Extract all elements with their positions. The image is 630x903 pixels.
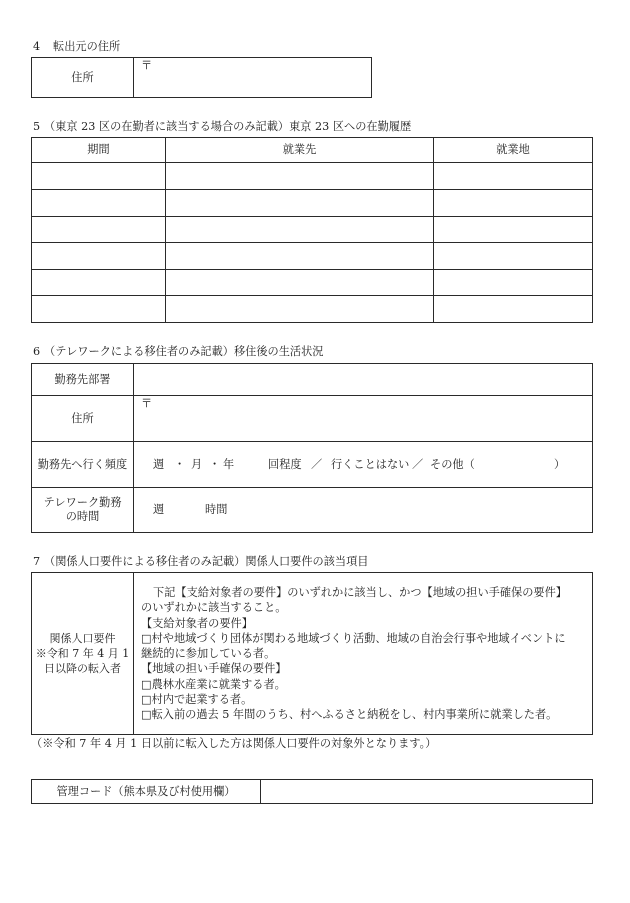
related-population-label xyxy=(32,573,134,735)
frequency-slash: ／ xyxy=(412,457,424,471)
frequency-separator: ・ xyxy=(174,457,186,471)
employer-cell[interactable] xyxy=(166,190,434,217)
management-code-field[interactable] xyxy=(261,780,593,804)
period-cell[interactable] xyxy=(32,163,166,190)
section-5-number: 5 xyxy=(33,120,41,133)
table-row xyxy=(32,163,593,190)
section-4-number: 4 xyxy=(33,40,41,53)
frequency-label: 勤務先へ行く頻度 xyxy=(32,442,134,488)
management-code-table xyxy=(31,779,593,804)
table-row xyxy=(32,243,593,270)
postal-mark: 〒 xyxy=(141,59,153,72)
work-location-cell[interactable] xyxy=(434,243,593,270)
previous-address-field[interactable] xyxy=(134,58,372,98)
management-code-label: 管理コード（熊本県及び村使用欄） xyxy=(32,780,261,804)
employer-cell[interactable] xyxy=(166,296,434,323)
period-cell[interactable] xyxy=(32,296,166,323)
workforce-checkbox-item: □転入前の過去 5 年間のうち、村へふるさと納税をし、村内事業所に就業した者。 xyxy=(141,708,558,722)
previous-address-table xyxy=(31,57,372,98)
postal-mark: 〒 xyxy=(141,397,153,410)
work-location-cell[interactable] xyxy=(434,270,593,296)
telework-hours-label xyxy=(32,488,134,533)
table-row xyxy=(32,296,593,323)
previous-address-label: 住所 xyxy=(32,58,134,98)
frequency-month: 月 xyxy=(191,457,203,471)
period-cell[interactable] xyxy=(32,270,166,296)
department-label: 勤務先部署 xyxy=(32,364,134,396)
frequency-separator: ・ xyxy=(209,457,221,471)
section-4-title: 転出元の住所 xyxy=(53,40,121,53)
telework-hours-label-line: の時間 xyxy=(65,510,100,523)
workforce-checkbox-item: □農林水産業に就業する者。 xyxy=(141,677,286,691)
frequency-other-close: ） xyxy=(554,457,566,471)
requirements-intro-cont: のいずれかに該当すること。 xyxy=(141,601,287,615)
department-field[interactable] xyxy=(134,364,593,396)
work-location-cell[interactable] xyxy=(434,163,593,190)
frequency-week: 週 xyxy=(153,457,165,471)
telework-hours-field[interactable] xyxy=(134,488,593,533)
section-7-number: 7 xyxy=(33,555,41,568)
frequency-never: 行くことはない xyxy=(331,457,410,471)
column-header-employer: 就業先 xyxy=(166,138,434,163)
section-6-title: （テレワークによる移住者のみ記載）移住後の生活状況 xyxy=(44,345,324,358)
related-population-note: （※令和 7 年 4 月 1 日以前に転入した方は関係人口要件の対象外となります。） xyxy=(31,737,437,750)
related-population-label-line: 関係人口要件 xyxy=(49,631,116,645)
employer-cell[interactable] xyxy=(166,270,434,296)
employer-cell[interactable] xyxy=(166,217,434,243)
address-label: 住所 xyxy=(32,396,134,442)
related-population-label-line: 日以降の転入者 xyxy=(44,662,121,676)
frequency-year: 年 xyxy=(223,457,235,471)
work-location-cell[interactable] xyxy=(434,296,593,323)
section-5-title: （東京 23 区の在勤者に該当する場合のみ記載）東京 23 区への在勤履歴 xyxy=(44,120,412,133)
table-row xyxy=(32,270,593,296)
telework-hours: 時間 xyxy=(205,502,228,516)
address-field[interactable] xyxy=(134,396,593,442)
workforce-checkbox-item: □村内で起業する者。 xyxy=(141,693,253,707)
section-7-title: （関係人口要件による移住者のみ記載）関係人口要件の該当項目 xyxy=(44,555,369,568)
requirements-intro: 下記【支給対象者の要件】のいずれかに該当し、かつ【地域の担い手確保の要件】 xyxy=(153,586,567,599)
employer-cell[interactable] xyxy=(166,243,434,270)
table-header-row xyxy=(32,138,593,163)
column-header-work-location: 就業地 xyxy=(434,138,593,163)
period-cell[interactable] xyxy=(32,217,166,243)
frequency-slash: ／ xyxy=(311,457,323,471)
eligibility-checkbox-item-cont: 継続的に参加している者。 xyxy=(141,647,276,661)
work-location-cell[interactable] xyxy=(434,217,593,243)
related-population-label-line: ※令和 7 年 4 月 1 xyxy=(35,646,130,660)
related-population-requirements xyxy=(134,573,593,735)
employer-cell[interactable] xyxy=(166,163,434,190)
frequency-times: 回程度 xyxy=(268,457,302,471)
frequency-other-open: その他（ xyxy=(430,457,475,471)
column-header-period: 期間 xyxy=(32,138,166,163)
telework-week: 週 xyxy=(153,502,165,516)
workforce-heading: 【地域の担い手確保の要件】 xyxy=(141,662,287,676)
related-population-table xyxy=(31,572,593,735)
period-cell[interactable] xyxy=(32,243,166,270)
work-location-cell[interactable] xyxy=(434,190,593,217)
eligibility-heading: 【支給対象者の要件】 xyxy=(141,616,253,630)
eligibility-checkbox-item: □村や地域づくり団体が関わる地域づくり活動、地域の自治会行事や地域イベントに xyxy=(141,631,566,645)
section-6-number: 6 xyxy=(33,345,41,358)
telework-living-table xyxy=(31,363,593,533)
table-row xyxy=(32,217,593,243)
telework-hours-label-line: テレワーク勤務 xyxy=(43,496,122,509)
period-cell[interactable] xyxy=(32,190,166,217)
tokyo-work-history-table xyxy=(31,137,593,323)
table-row xyxy=(32,190,593,217)
frequency-field[interactable] xyxy=(134,442,593,488)
